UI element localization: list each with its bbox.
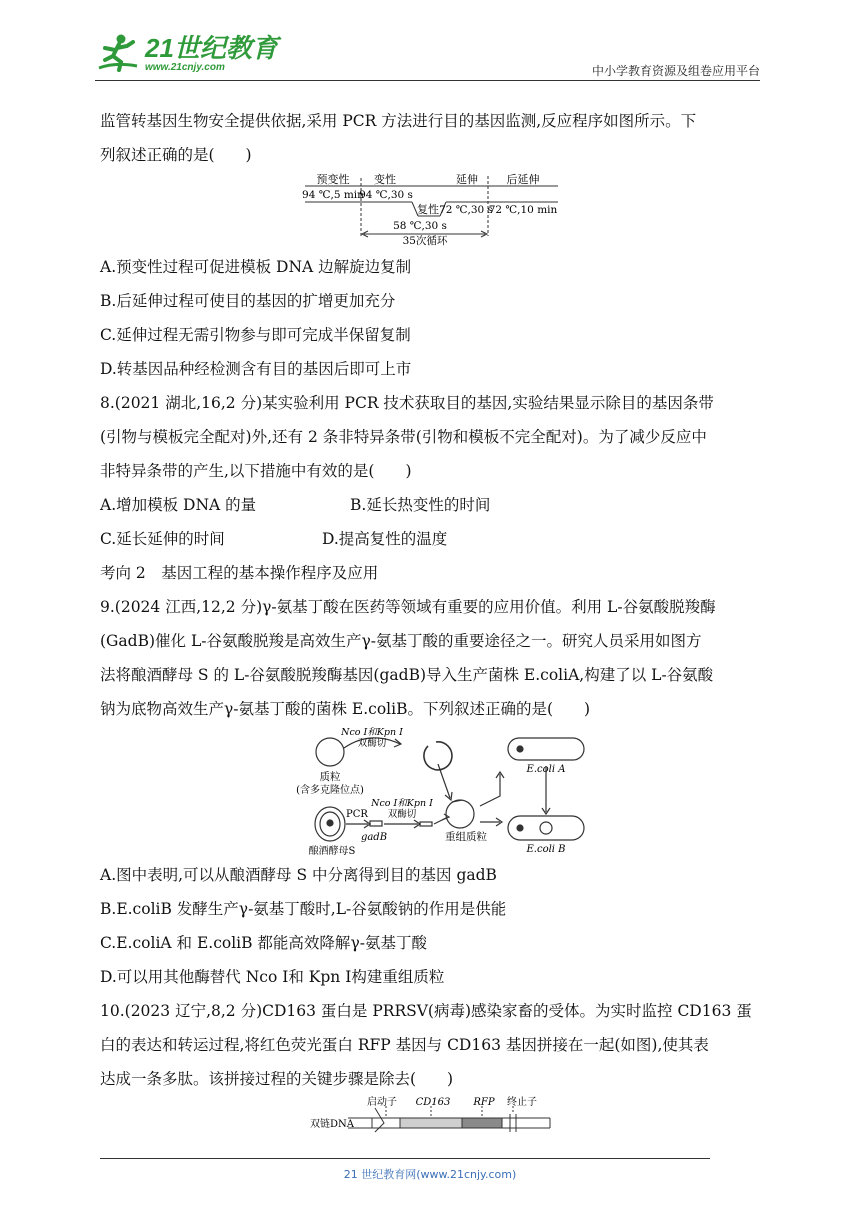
cd163-label: CD163 [415, 1097, 451, 1108]
q9-option-c: C.E.coliA 和 E.coliB 都能高效降解γ-氨基丁酸 [100, 934, 427, 952]
label-extend: 延伸 [456, 173, 478, 186]
q10-line-3: 达成一条多肽。该拼接过程的关键步骤是除去( ) [100, 1070, 454, 1088]
section-heading: 考向 2 基因工程的基本操作程序及应用 [100, 564, 379, 582]
cond-pre-denature: 94 ℃,5 min [302, 189, 364, 201]
yeast-label: 酿酒酵母S [308, 846, 356, 857]
header-platform-name: 中小学教育资源及组卷应用平台 [591, 64, 760, 78]
q8-option-a: A.增加模板 DNA 的量 [100, 496, 257, 514]
q10-line-2: 白的表达和转运过程,将红色荧光蛋白 RFP 基因与 CD163 基因拼接在一起(如图),使其表 [100, 1036, 709, 1054]
dna-label: 双链DNA [310, 1119, 354, 1130]
plasmid-label: 质粒 [319, 771, 341, 783]
recombinant-plasmid-figure [100, 726, 762, 858]
rfp-label: RFP [473, 1097, 495, 1108]
q7-line-1: 监管转基因生物安全提供依据,采用 PCR 方法进行目的基因监测,反应程序如图所示。下 [100, 112, 697, 130]
cond-denature: 94 ℃,30 s [359, 189, 413, 201]
runner-icon [95, 32, 141, 76]
q9-option-a: A.图中表明,可以从酿酒酵母 S 中分离得到目的基因 gadB [100, 866, 497, 884]
label-pre-denature: 预变性 [316, 173, 350, 186]
label-anneal: 复性 [417, 203, 439, 216]
q8-options-row-1 [100, 488, 762, 522]
q9-line-3: 法将酿酒酵母 S 的 L-谷氨酸脱羧酶基因(gadB)导入生产菌株 E.coliA,构建了以 L-谷氨酸 [100, 666, 714, 684]
cut-label-bottom: 双酶切 [387, 809, 417, 820]
logo-title: 21世纪教育 [145, 33, 278, 63]
ecoli-a-label: E.coli A [526, 764, 566, 775]
footer-divider [100, 1158, 710, 1159]
q8-option-d: D.提高复性的温度 [322, 530, 448, 548]
plasmid-note: (含多克隆位点) [296, 785, 364, 796]
q7-option-b: B.后延伸过程可使目的基因的扩增更加充分 [100, 292, 396, 310]
logo-url: www.21cnjy.com [145, 62, 225, 73]
page-content [100, 104, 762, 1136]
q7-option-c: C.延伸过程无需引物参与即可完成半保留复制 [100, 326, 411, 344]
label-cycles: 35次循环 [402, 235, 448, 247]
q9-option-b: B.E.coliB 发酵生产γ-氨基丁酸时,L-谷氨酸钠的作用是供能 [100, 900, 507, 918]
fusion-gene-figure [100, 1096, 762, 1136]
ecoli-b-label: E.coli B [526, 844, 566, 855]
q9-line-1: 9.(2024 江西,12,2 分)γ-氨基丁酸在医药等领域有重要的应用价值。利用 L-谷氨酸脱羧酶 [100, 598, 716, 616]
enzyme-label-bottom: Nco Ⅰ和Kpn Ⅰ [371, 798, 433, 809]
q8-options-row-2 [100, 522, 762, 556]
enzyme-label-top: Nco Ⅰ和Kpn Ⅰ [341, 727, 403, 738]
promoter-label: 启动子 [367, 1097, 397, 1108]
gene-label: gadB [360, 832, 388, 843]
footer-site-link[interactable]: 21 世纪教育网(www.21cnjy.com) [343, 1168, 517, 1181]
q10-line-1: 10.(2023 辽宁,8,2 分)CD163 蛋白是 PRRSV(病毒)感染家畜的受体。为实时监控 CD163 蛋 [100, 1002, 752, 1020]
cond-post-extend: 72 ℃,10 min [488, 204, 558, 216]
q8-line-1: 8.(2021 湖北,16,2 分)某实验利用 PCR 技术获取目的基因,实验结果显示除目的基因条带 [100, 394, 714, 412]
site-logo[interactable] [95, 30, 278, 78]
pcr-program-figure [100, 172, 762, 250]
cond-extend: 72 ℃,30 s [439, 204, 493, 216]
recombinant-label: 重组质粒 [445, 831, 487, 843]
label-denature: 变性 [374, 173, 396, 186]
q9-line-4: 钠为底物高效生产γ-氨基丁酸的菌株 E.coliB。下列叙述正确的是( ) [100, 700, 591, 718]
q8-option-c: C.延长延伸的时间 [100, 530, 225, 548]
label-post-extend: 后延伸 [506, 173, 540, 186]
q7-line-2: 列叙述正确的是( ) [100, 146, 252, 164]
cut-label-top: 双酶切 [357, 738, 387, 749]
cond-anneal: 58 ℃,30 s [393, 220, 447, 232]
terminator-label: 终止子 [507, 1097, 537, 1108]
page-header [95, 30, 760, 80]
q7-option-a: A.预变性过程可促进模板 DNA 边解旋边复制 [100, 258, 412, 276]
q8-line-2: (引物与模板完全配对)外,还有 2 条非特异条带(引物和模板不完全配对)。为了减少反应中 [100, 428, 707, 446]
q9-option-d: D.可以用其他酶替代 Nco Ⅰ和 Kpn Ⅰ构建重组质粒 [100, 968, 445, 986]
q7-option-d: D.转基因品种经检测含有目的基因后即可上市 [100, 360, 412, 378]
q9-line-2: (GadB)催化 L-谷氨酸脱羧是高效生产γ-氨基丁酸的重要途径之一。研究人员采用如图方 [100, 632, 702, 650]
pcr-label: PCR [346, 809, 368, 820]
q8-option-b: B.延长热变性的时间 [350, 496, 491, 514]
header-divider [95, 80, 760, 81]
q8-line-3: 非特异条带的产生,以下措施中有效的是( ) [100, 462, 412, 480]
